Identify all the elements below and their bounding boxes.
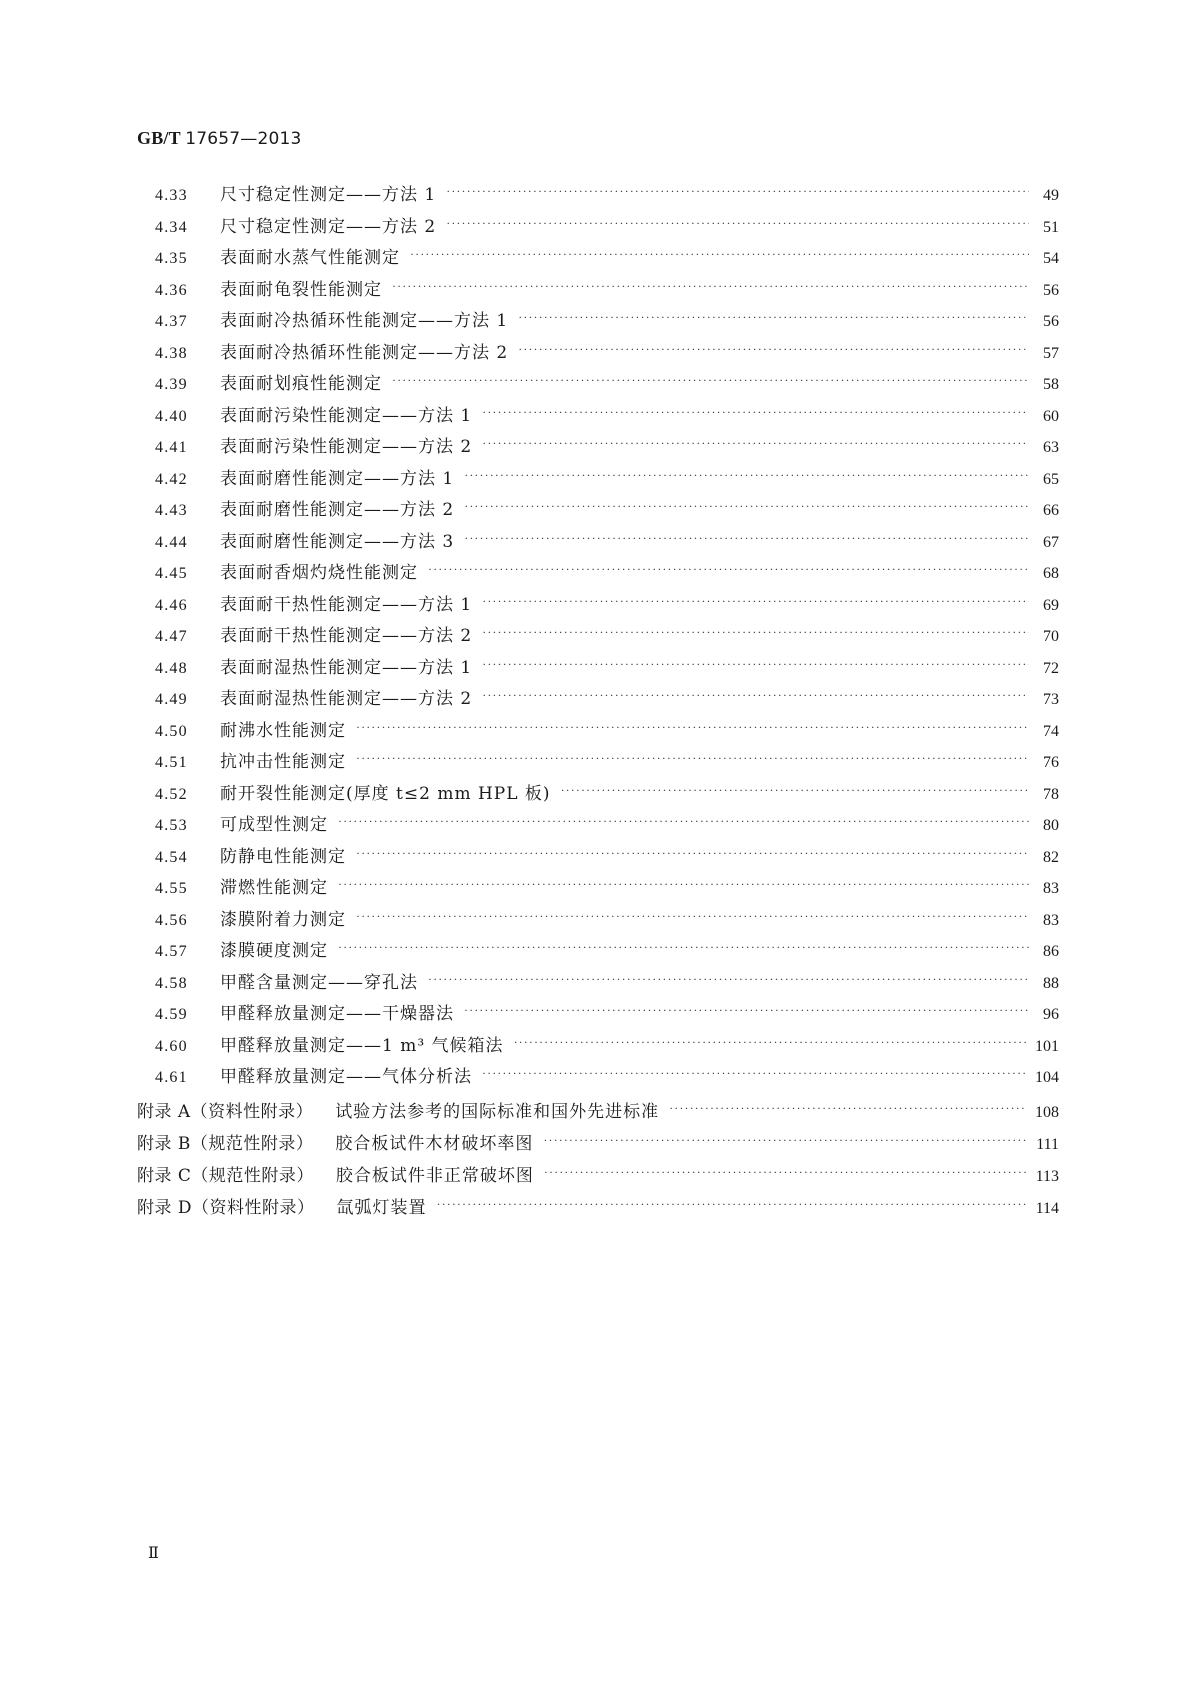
toc-page-number: 83 [1043,880,1059,897]
toc-page-number: 54 [1043,250,1059,267]
toc-dot-leader [482,1058,1027,1090]
toc-dot-leader [482,428,1029,460]
toc-dot-leader [356,712,1029,744]
toc-page-number: 68 [1043,565,1059,582]
toc-page-number: 73 [1043,691,1059,708]
toc-section-title: 耐开裂性能测定(厚度 t≤2 mm HPL 板) [220,783,551,804]
toc-section-title: 表面耐干热性能测定——方法 2 [220,626,473,646]
toc-section-number: 4.33 [155,187,188,204]
toc-section-number: 4.47 [155,628,188,645]
toc-section-title: 表面耐冷热循环性能测定——方法 2 [220,342,509,363]
toc-page-number: 108 [1035,1103,1059,1121]
toc-page-number: 80 [1043,817,1059,834]
toc-section-title: 甲醛释放量测定——干燥器法 [220,1004,454,1024]
toc-section-title: 甲醛含量测定——穿孔法 [220,972,418,993]
toc-section-title: 表面耐香烟灼烧性能测定 [220,563,418,583]
toc-section-title: 表面耐湿热性能测定——方法 2 [220,689,473,709]
toc-section-title: 表面耐干热性能测定——方法 1 [220,594,473,615]
toc-appendix-title: 试验方法参考的国际标准和国外先进标准 [335,1101,660,1122]
toc-dot-leader [392,271,1029,303]
toc-section-number: 4.49 [155,691,188,708]
toc-dot-leader [338,806,1029,838]
toc-section-number: 4.34 [155,218,188,236]
toc-section-number: 4.51 [155,754,188,771]
toc-page-number: 83 [1043,911,1059,929]
toc-dot-leader [518,302,1029,334]
toc-page-number: 88 [1043,974,1059,992]
toc-section-number: 4.53 [155,817,188,834]
toc-page-number: 60 [1043,407,1059,425]
toc-dot-leader [514,1027,1027,1059]
toc-dot-leader [410,239,1029,271]
toc-dot-leader [356,838,1029,870]
toc-section-number: 4.54 [155,848,188,866]
toc-page-number: 69 [1043,596,1059,614]
toc-dot-leader [464,995,1029,1027]
toc-appendix-label: 附录 A（资料性附录） [137,1101,314,1122]
toc-section-number: 4.50 [155,722,188,740]
toc-page-number: 66 [1043,502,1059,519]
toc-section-title: 表面耐龟裂性能测定 [220,279,382,300]
toc-appendix-title: 氙弧灯装置 [336,1197,427,1218]
toc-dot-leader [543,1124,1028,1156]
toc-section-title: 表面耐划痕性能测定 [220,374,382,394]
toc-page-number: 63 [1043,439,1059,456]
toc-section-number: 4.35 [155,250,188,267]
toc-dot-leader [669,1092,1027,1124]
toc-section-number: 4.46 [155,596,188,614]
document-header [137,128,302,149]
standard-number: 17657—2013 [185,129,302,149]
toc-section-number: 4.43 [155,502,188,519]
toc-dot-leader [446,208,1029,240]
toc-section-title: 抗冲击性能测定 [220,752,346,772]
toc-page-number: 113 [1035,1167,1059,1185]
toc-section-number: 4.59 [155,1006,188,1023]
toc-page-number: 86 [1043,943,1059,960]
toc-section-title: 甲醛释放量测定——1 m³ 气候箱法 [220,1035,504,1056]
toc-page-number: 96 [1043,1006,1059,1023]
toc-section-number: 4.38 [155,344,188,362]
toc-section-number: 4.44 [155,533,188,551]
toc-section-number: 4.61 [155,1069,188,1086]
toc-appendix-label: 附录 C（规范性附录） [137,1165,314,1186]
toc-appendix-label: 附录 D（资料性附录） [137,1197,315,1218]
standard-code: GB/T [137,128,181,148]
toc-page-number: 56 [1043,313,1059,330]
toc-dot-leader [338,932,1029,964]
toc-section-number: 4.56 [155,911,188,929]
toc-dot-leader [464,491,1029,523]
toc-dot-leader [518,334,1029,366]
toc-section-title: 表面耐湿热性能测定——方法 1 [220,657,473,678]
toc-section-number: 4.37 [155,313,188,330]
toc-section-number: 4.39 [155,376,188,393]
toc-section-number: 4.52 [155,785,188,803]
toc-page-number: 114 [1035,1199,1059,1217]
toc-section-title: 甲醛释放量测定——气体分析法 [220,1067,472,1087]
toc-section-number: 4.45 [155,565,188,582]
toc-section-number: 4.58 [155,974,188,992]
toc-page-number: 82 [1043,848,1059,866]
toc-page-number: 49 [1043,187,1059,204]
toc-page-number: 74 [1043,722,1059,740]
toc-section-number: 4.55 [155,880,188,897]
toc-page-number: 101 [1035,1037,1059,1055]
toc-section-title: 漆膜硬度测定 [220,941,328,961]
table-of-contents [137,180,1059,1224]
toc-section-title: 表面耐水蒸气性能测定 [220,248,400,268]
toc-page-number: 65 [1043,470,1059,488]
toc-dot-leader [482,617,1029,649]
toc-page-number: 72 [1043,659,1059,677]
toc-section-title: 滞燃性能测定 [220,878,328,898]
toc-section-number: 4.36 [155,281,188,299]
toc-section-title: 尺寸稳定性测定——方法 2 [220,216,437,237]
toc-page-number: 76 [1043,754,1059,771]
toc-section-number: 4.40 [155,407,188,425]
toc-section-title: 漆膜附着力测定 [220,909,346,930]
toc-dot-leader [464,523,1029,555]
toc-dot-leader [428,964,1029,996]
toc-section-title: 表面耐磨性能测定——方法 1 [220,468,455,489]
toc-dot-leader [544,1156,1028,1188]
toc-section-number: 4.48 [155,659,188,677]
toc-section-title: 耐沸水性能测定 [220,720,346,741]
toc-dot-leader [428,554,1029,586]
toc-page-number: 51 [1043,218,1059,236]
toc-section-number: 4.42 [155,470,188,488]
toc-dot-leader [482,649,1029,681]
toc-page-number: 58 [1043,376,1059,393]
toc-section-title: 表面耐污染性能测定——方法 2 [220,437,473,457]
toc-page-number: 67 [1043,533,1059,551]
toc-section-title: 尺寸稳定性测定——方法 1 [220,185,437,205]
toc-dot-leader [482,680,1029,712]
toc-dot-leader [446,176,1029,208]
toc-page-number: 57 [1043,344,1059,362]
toc-dot-leader [356,901,1029,933]
toc-dot-leader [482,397,1029,429]
toc-dot-leader [464,460,1029,492]
toc-dot-leader [392,365,1029,397]
toc-appendix-title: 胶合板试件非正常破坏图 [335,1165,534,1186]
page-number: Ⅱ [148,1545,159,1562]
toc-page-number: 70 [1043,628,1059,645]
toc-section-number: 4.57 [155,943,188,960]
toc-dot-leader [561,775,1029,807]
toc-dot-leader [356,743,1029,775]
toc-section-title: 表面耐磨性能测定——方法 3 [220,531,455,552]
toc-section-title: 可成型性测定 [220,815,328,835]
toc-appendix-title: 胶合板试件木材破坏率图 [335,1133,534,1154]
toc-section-number: 4.60 [155,1037,188,1055]
toc-section-title: 表面耐冷热循环性能测定——方法 1 [220,311,509,331]
toc-appendix-label: 附录 B（规范性附录） [137,1133,314,1154]
toc-page-number: 78 [1043,785,1059,803]
toc-dot-leader [482,586,1029,618]
toc-section-title: 表面耐磨性能测定——方法 2 [220,500,455,520]
toc-page-number: 111 [1036,1135,1059,1153]
toc-dot-leader [338,869,1029,901]
toc-section-title: 表面耐污染性能测定——方法 1 [220,405,473,426]
toc-dot-leader [437,1188,1028,1220]
toc-page-number: 56 [1043,281,1059,299]
toc-section-number: 4.41 [155,439,188,456]
toc-appendix-entry[interactable] [137,1192,1059,1224]
toc-section-title: 防静电性能测定 [220,846,346,867]
toc-page-number: 104 [1035,1069,1059,1086]
toc-entry[interactable] [137,1062,1059,1094]
